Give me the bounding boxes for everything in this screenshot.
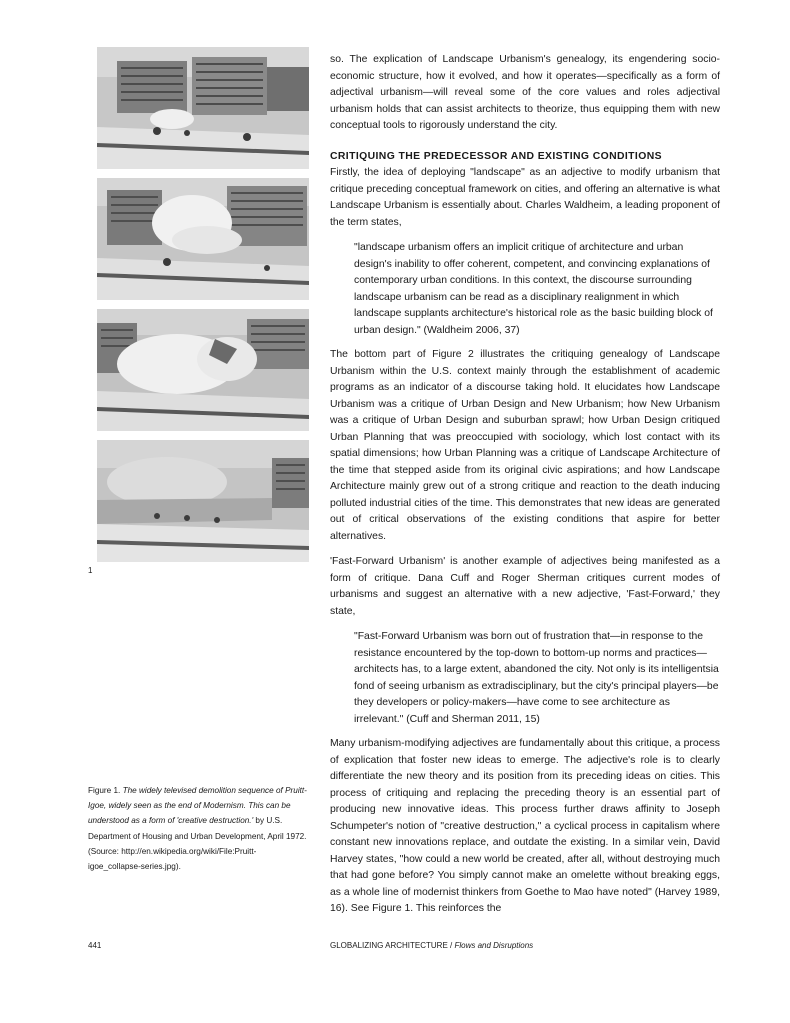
caption-source-text: by U.S. Department of Housing and Urban Development, April 1972. (Source: http://en.wikipedia.org/wiki/File:Pruitt-igoe_collapse-series.jpg). (88, 816, 307, 872)
demolition-photo-2 (97, 178, 309, 300)
section-title: Flows and Disruptions (454, 941, 534, 950)
demolition-photo-3-image (97, 309, 309, 431)
figure-caption (88, 783, 308, 874)
footer-separator: / (447, 941, 455, 950)
demolition-photo-2-image (97, 178, 309, 300)
book-title: GLOBALIZING ARCHITECTURE (330, 941, 448, 950)
page-number: 441 (88, 941, 102, 950)
paragraph-2: The bottom part of Figure 2 illustrates the critiquing genealogy of Landscape Urbanism within the U.S. context mainly through the establishment of academic programs as an indicator of a discourse taking hold. It elucidates how Landscape Urbanism was a critique of Urban Design and New Urbanism; how New Urbanism was a critique of Urban Design and suburban sprawl; how Urban Design critiqued Urban Planning that was preoccupied with sociology, which lost contact with its spatial dimensions; how Urban Planning was a critique of Landscape Architecture of the time that stepped aside from its original civic aspirations; and how Landscape Architecture mainly grew out of a strong critique and reaction to the death inducing polluted industrial cities of the time. This demonstrates that new ideas are generated out of critical observations of the existing conditions that aspire for better alternatives. (330, 349, 720, 542)
demolition-photo-1 (97, 47, 309, 169)
demolition-photo-4-image (97, 440, 309, 562)
paragraph-4: Many urbanism-modifying adjectives are fundamentally about this critique, a process of explication that foster new ideas to emerge. The adjective's role is to clearly differentiate the new theory and its position from its preceding ideas on cities. This process of critiquing and replacing the preceding theory is an essential part of producing new innovative ideas. This process further draws affinity to Joseph Schumpeter's notion of "creative destruction," a cyclical process in capitalism where constant new innovations replace, and outdate the existing. In a similar vein, David Harvey states, "how could a new world be created, after all, without destroying much that had gone before? You simply cannot make an omelette without breaking eggs, as a whole line of modernist thinkers from Goethe to Mao have noted" (Harvey 1989, 16). See Figure 1. This reinforces the (330, 738, 720, 914)
block-quote-cuff-sherman: "Fast-Forward Urbanism was born out of frustration that—in response to the resistance encountered by the top-down to bottom-up norms and practices—architects has, to a large extent, abandoned the city. Not only is its intelligentsia fond of seeing urbanism as extradisciplinary, but the city's principal players—be they developers or policy-makers—have come to see architecture as irrelevant." (Cuff and Sherman 2011, 15) (354, 631, 719, 725)
body-text-column (330, 52, 720, 918)
demolition-photo-3 (97, 309, 309, 431)
section-heading: CRITIQUING THE PREDECESSOR AND EXISTING CONDITIONS (330, 150, 662, 162)
demolition-photo-4 (97, 440, 309, 562)
figure-number: 1 (88, 566, 93, 575)
block-quote-waldheim: "landscape urbanism offers an implicit critique of architecture and urban design's inability to offer coherent, competent, and convincing explanations of contemporary urban conditions. In this context, the discourse surrounding landscape urbanism can be read as a disciplinary realignment in which landscape supplants architecture's historical role as the basic building block of urban design." (Waldheim 2006, 37) (354, 242, 713, 336)
caption-label: Figure 1. (88, 786, 123, 795)
figure-photo-column (97, 47, 309, 571)
running-footer (330, 941, 533, 950)
caption-italic-text: The widely televised demolition sequence of Pruitt-Igoe, widely seen as the end of Modernism. This can be understood as a form of 'creative destruction.' (88, 786, 307, 826)
paragraph-3: 'Fast-Forward Urbanism' is another example of adjectives being manifested as a form of critique. Dana Cuff and Roger Sherman critiques current modes of urbanisms and suggest an alternative with a new adjective, 'Fast-Forward,' they state, (330, 556, 720, 617)
intro-paragraph: so. The explication of Landscape Urbanism's genealogy, its engendering socio-economic structure, how it evolved, and how it operates—specifically as a form of adjectival urbanism—will reveal some of the core values and roles adjectival urbanism holds that can assist architects to theorize, thus equipping them with new conceptual tools to rigorously understand the city. (330, 54, 720, 131)
paragraph-1: Firstly, the idea of deploying "landscape" as an adjective to modify urbanism that critique preceding conceptual framework on cities, and offering an alternative is what Landscape Urbanism is essentially about. Charles Waldheim, a leading proponent of the term states, (330, 167, 720, 228)
demolition-photo-1-image (97, 47, 309, 169)
